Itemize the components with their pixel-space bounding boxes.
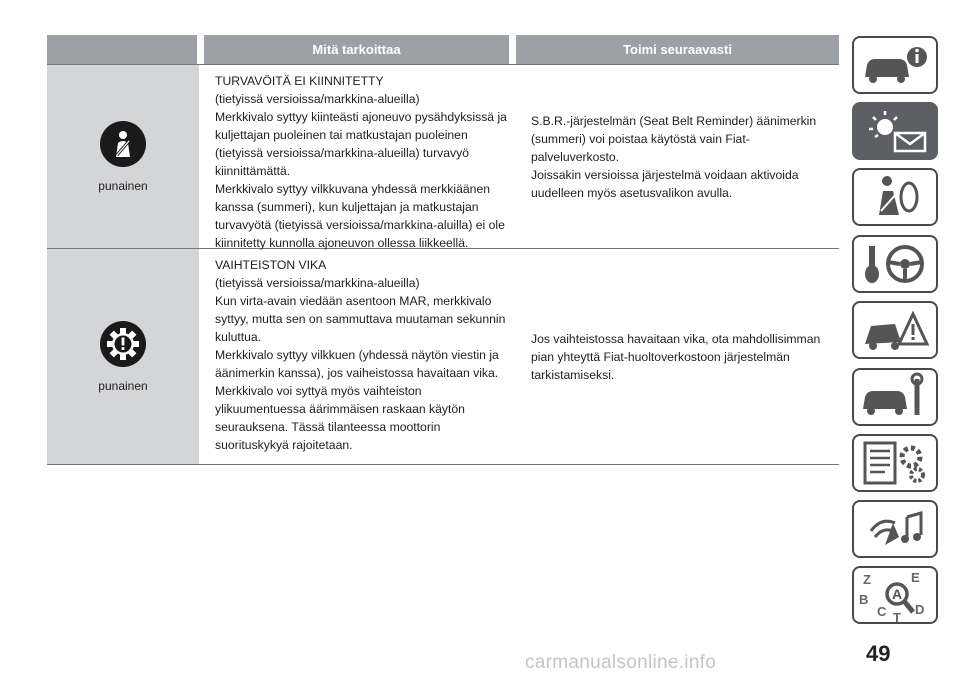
watermark: carmanualsonline.info [525,652,717,673]
table-row [47,248,839,465]
meaning-line: syttyy, mutta sen on sammuttava muutaman sekunnin [215,312,506,326]
table-header [47,35,839,64]
meaning-line: (tietyissä versioissa/markkina-alueilla) [215,276,420,290]
multimedia-icon [855,503,935,555]
index-search-icon [855,568,935,622]
warning-lights-message-icon [855,105,935,157]
side-tab-technical-data[interactable] [852,434,938,492]
svg-text:T: T [893,610,901,622]
action-line: tarkistamiseksi. [531,367,615,382]
page-number: 49 [866,641,891,666]
meaning-line: kiinnittämättä. [215,164,291,178]
meaning-line: seurauksena. Tässä tilanteessa moottorin [215,420,441,434]
action-line: S.B.R.-järjestelmän (Seat Belt Reminder) äänimerkin [531,113,817,128]
emergency-accident-icon [855,304,935,356]
side-tab-multimedia[interactable] [852,500,938,558]
meaning-line: (tietyissä versioissa/markkina-alueilla) turvavyö [215,146,469,160]
warning-light-table [47,35,839,465]
header-meaning: Mitä tarkoittaa [204,35,509,64]
side-tab-car-info[interactable] [852,36,938,94]
meaning-cell [199,65,515,248]
action-line: pian yhteyttä Fiat-huoltoverkostoon järjestelmän [531,349,790,364]
table-row [47,64,839,248]
meaning-line: kiinnitetty kunnolla ajoneuvon ollessa liikkeellä. [215,236,469,250]
header-action: Toimi seuraavasti [516,35,839,64]
icon-cell [47,249,199,464]
svg-text:C: C [877,604,887,619]
technical-data-icon [855,437,935,489]
key-steering-wheel-icon [855,238,935,290]
svg-text:A: A [892,586,903,602]
car-info-icon [855,39,935,91]
meaning-line: kanssa (summeri), kun kuljettajan ja matkustajan [215,200,479,214]
car-maintenance-icon [855,371,935,423]
svg-text:B: B [859,592,869,607]
action-line: Joissakin versioissa järjestelmä voidaan aktivoida [531,167,799,182]
meaning-cell [199,249,515,464]
meaning-line: turvavyötä (tietyissä versioissa/markkina-aluilla) ei ole [215,218,505,232]
color-label: punainen [98,178,148,193]
action-line: uudelleen myös asetusvalikon avulla. [531,185,733,200]
svg-text:Z: Z [863,572,871,587]
safety-airbag-icon [855,171,935,223]
meaning-line: Kun virta-avain viedään asentoon MAR, merkkivalo [215,294,492,308]
side-tab-emergency[interactable] [852,301,938,359]
gearbox-fault-icon [100,321,146,367]
action-cell [515,249,839,464]
action-line: (summeri) voi poistaa käytöstä vain Fiat- [531,131,750,146]
svg-text:E: E [911,570,920,585]
action-line: palveluverkosto. [531,149,620,164]
meaning-line: VAIHTEISTON VIKA [215,258,327,272]
side-tab-index[interactable] [852,566,938,624]
svg-text:D: D [915,602,925,617]
meaning-line: kuluttua. [215,330,262,344]
action-cell [515,65,839,248]
meaning-line: TURVAVÖITÄ EI KIINNITETTY [215,74,384,88]
meaning-line: Merkkivalo syttyy kiinteästi ajoneuvo pysähdyksissä ja [215,110,507,124]
meaning-line: Merkkivalo syttyy vilkkuen (yhdessä näytön viestin ja [215,348,499,362]
meaning-line: Merkkivalo voi syttyä myös vaihteiston [215,384,422,398]
side-tab-maintenance[interactable] [852,368,938,426]
meaning-line: ylikuumentuessa äärimmäisen raskaan käytön [215,402,465,416]
meaning-line: äänimerkin kanssa), jos vaiheistossa havaitaan vika. [215,366,499,380]
header-icon-col [47,35,197,64]
side-tab-starting-driving[interactable] [852,235,938,293]
meaning-line: Merkkivalo syttyy vilkkuvana yhdessä merkkiäänen [215,182,491,196]
seatbelt-warning-icon [100,121,146,167]
meaning-line: (tietyissä versioissa/markkina-alueilla) [215,92,420,106]
side-tab-safety[interactable] [852,168,938,226]
side-tab-warning-lights[interactable] [852,102,938,160]
meaning-line: suorituskykyä rajoitetaan. [215,438,353,452]
meaning-line: kuljettajan puoleinen tai matkustajan puoleinen [215,128,468,142]
action-line: Jos vaihteistossa havaitaan vika, ota mahdollisimman [531,331,821,346]
icon-cell [47,65,199,248]
color-label: punainen [98,378,148,393]
